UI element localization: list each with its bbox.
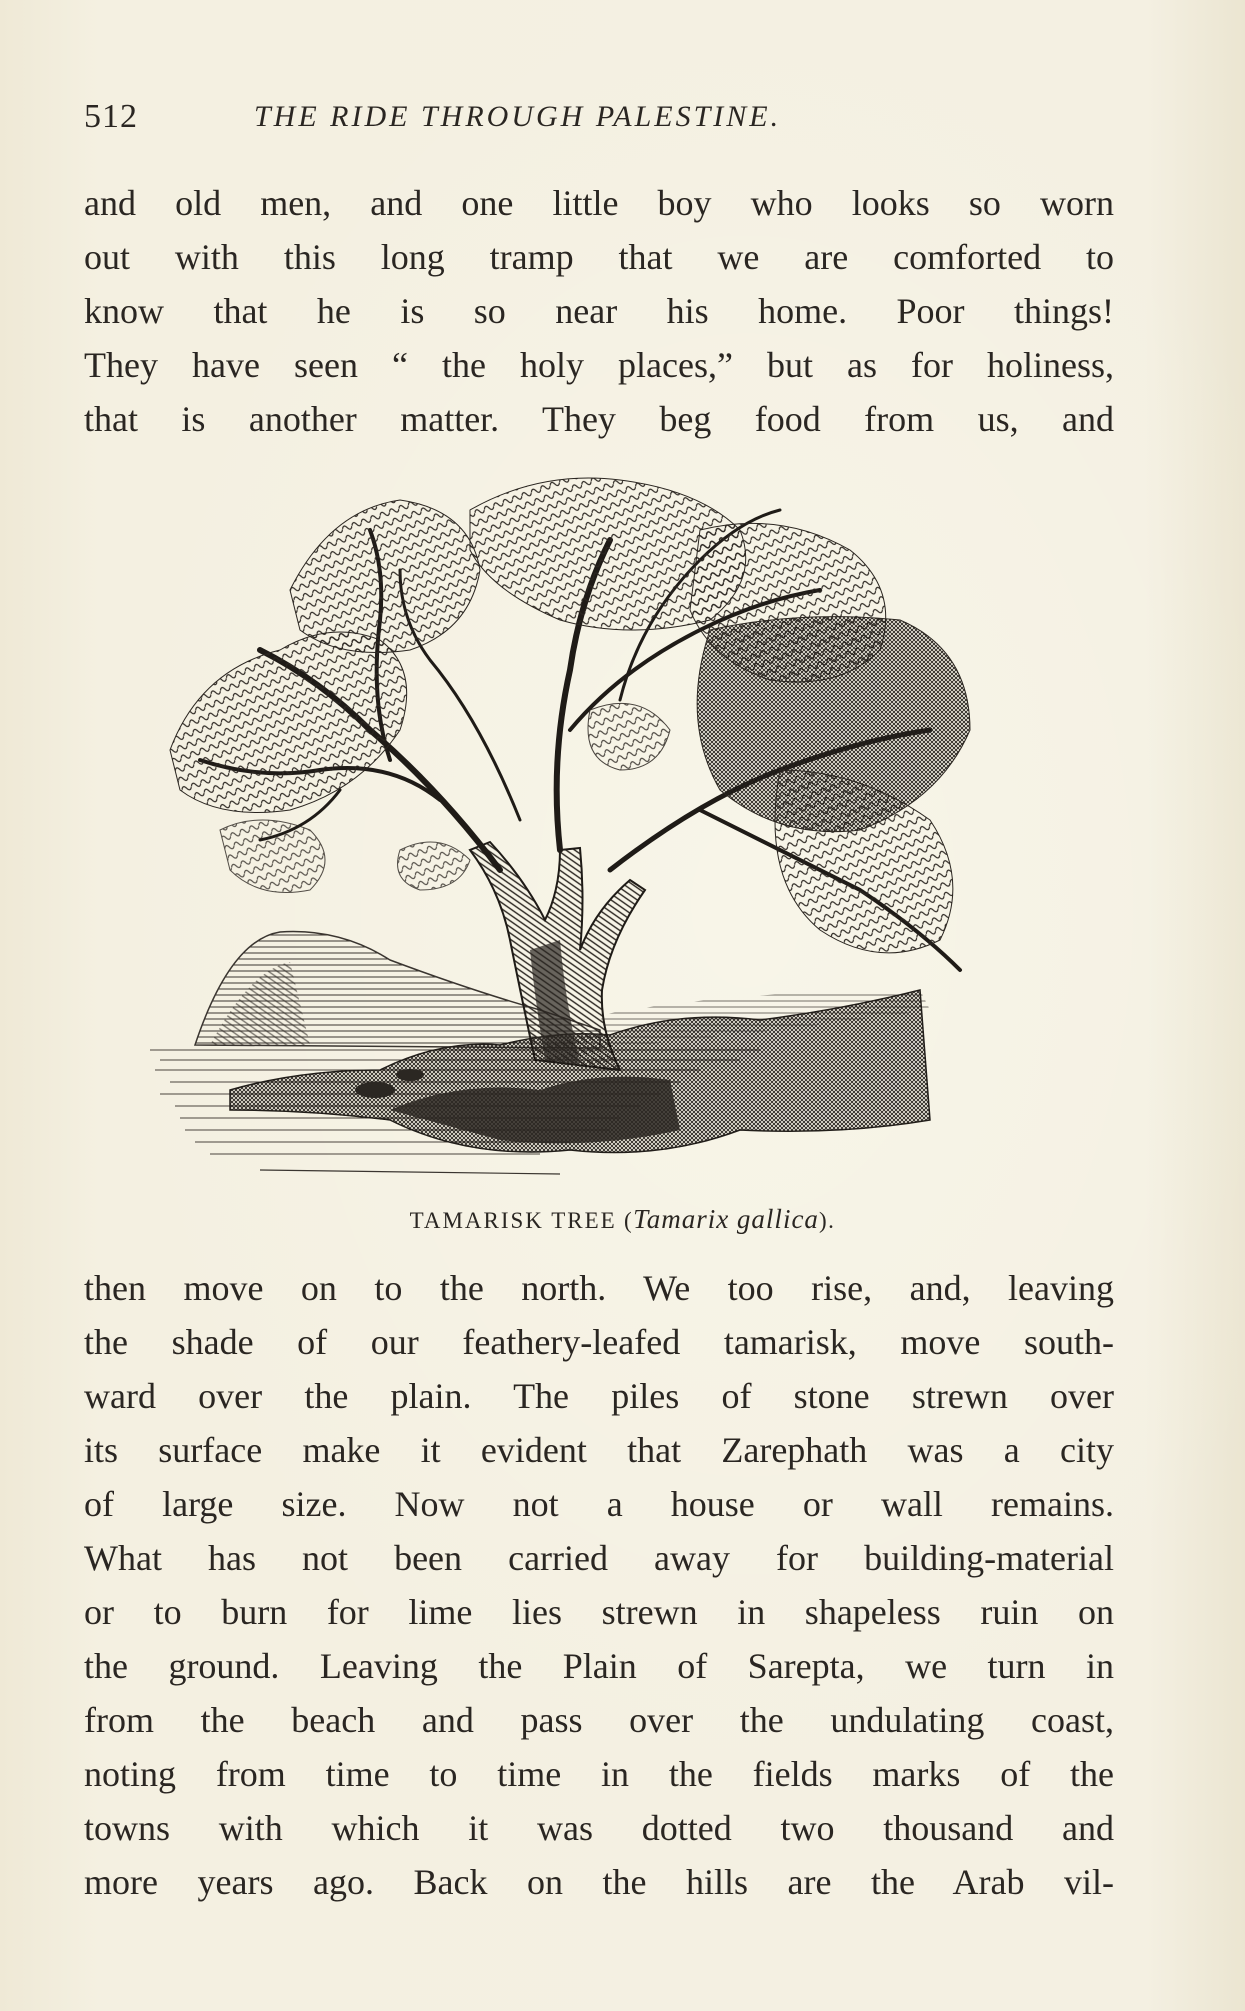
running-head: THE RIDE THROUGH PALESTINE. bbox=[254, 100, 782, 133]
tamarisk-tree-illustration bbox=[140, 470, 1070, 1190]
text-line: then move on to the north. We too rise, and, leaving bbox=[84, 1268, 1114, 1308]
text-line: or to burn for lime lies strewn in shapeless ruin on bbox=[84, 1592, 1114, 1632]
text-line: out with this long tramp that we are comforted to bbox=[84, 237, 1114, 277]
caption-title: TAMARISK TREE bbox=[409, 1208, 617, 1233]
text-line: from the beach and pass over the undulating coast, bbox=[84, 1700, 1114, 1740]
paragraph-bottom bbox=[84, 1261, 1114, 1909]
text-line: that is another matter. They beg food from us, and bbox=[84, 399, 1114, 439]
page-number: 512 bbox=[84, 98, 138, 135]
text-line: noting from time to time in the fields marks of the bbox=[84, 1754, 1114, 1794]
text-line: the ground. Leaving the Plain of Sarepta, we turn in bbox=[84, 1646, 1114, 1686]
text-line: know that he is so near his home. Poor things! bbox=[84, 291, 1114, 331]
caption-paren-close: ). bbox=[818, 1208, 836, 1233]
paragraph-top bbox=[84, 176, 1114, 446]
caption-paren-open: ( bbox=[623, 1208, 634, 1233]
text-line: and old men, and one little boy who looks so worn bbox=[84, 183, 1114, 223]
text-line: towns with which it was dotted two thousand and bbox=[84, 1808, 1114, 1848]
text-line: of large size. Now not a house or wall remains. bbox=[84, 1484, 1114, 1524]
text-line: its surface make it evident that Zarephath was a city bbox=[84, 1430, 1114, 1470]
page-header bbox=[84, 98, 1114, 148]
text-line: more years ago. Back on the hills are the Arab vil- bbox=[84, 1862, 1114, 1902]
text-line: ward over the plain. The piles of stone strewn over bbox=[84, 1376, 1114, 1416]
caption-latin-name: Tamarix gallica bbox=[633, 1204, 819, 1234]
figure-caption bbox=[0, 1204, 1245, 1235]
text-line: the shade of our feathery-leafed tamarisk, move south- bbox=[84, 1322, 1114, 1362]
text-line: They have seen “ the holy places,” but as for holiness, bbox=[84, 345, 1114, 385]
text-line: What has not been carried away for building-material bbox=[84, 1538, 1114, 1578]
